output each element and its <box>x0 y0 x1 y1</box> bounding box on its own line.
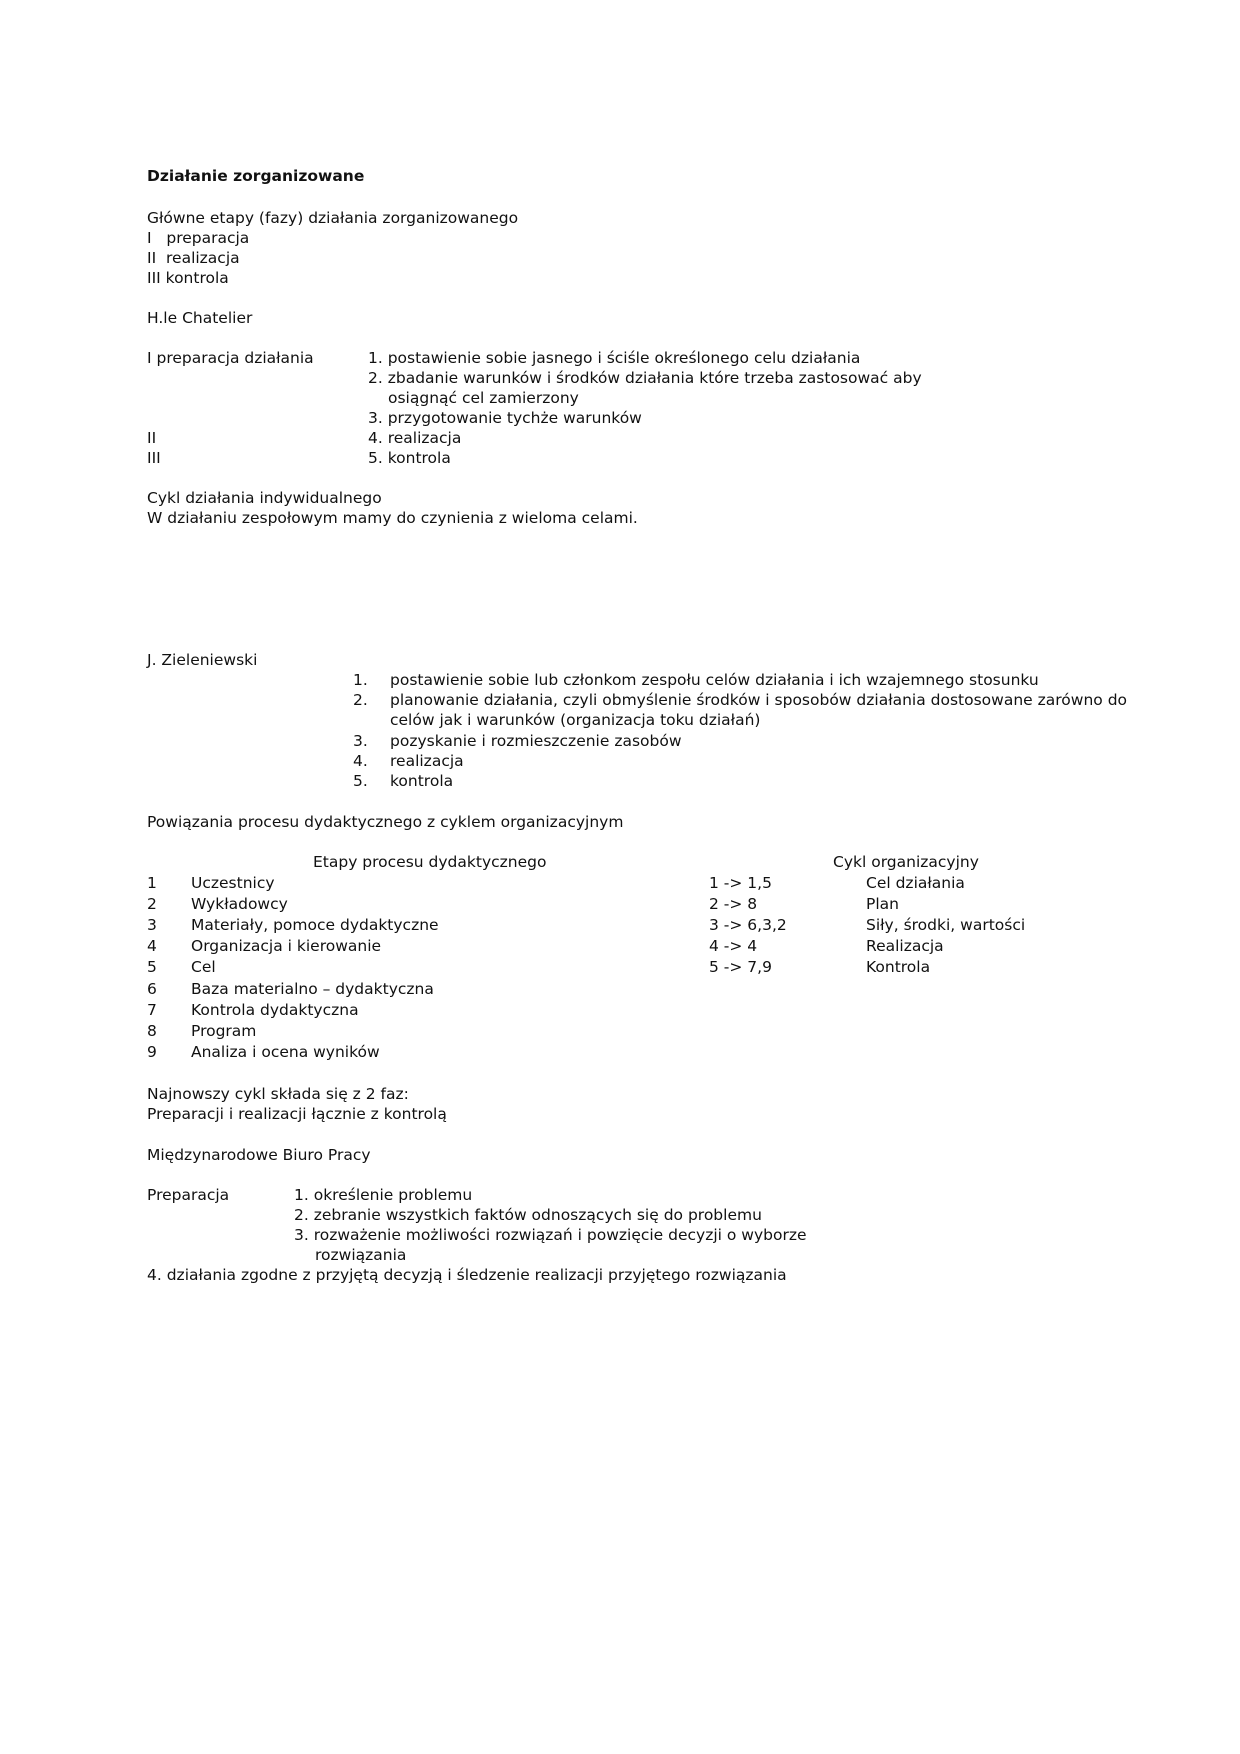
chatelier-item: 4. realizacja <box>368 429 462 447</box>
stage-num: 4 <box>147 937 157 955</box>
mapping: 1 -> 1,5 <box>709 874 772 892</box>
zieleniewski-item: pozyskanie i rozmieszczenie zasobów <box>390 732 682 750</box>
zieleniewski-item: planowanie działania, czyli obmyślenie środków i sposobów działania dostosowane zarówno do <box>390 691 1128 709</box>
stage-num: 1 <box>147 874 157 892</box>
mapping: 2 -> 8 <box>709 895 758 913</box>
stage-name: Analiza i ocena wyników <box>191 1043 380 1061</box>
zieleniewski-num: 5. <box>353 772 368 790</box>
phase-item: I preparacja <box>147 229 250 247</box>
newest-line: Najnowszy cykl składa się z 2 faz: <box>147 1085 409 1103</box>
ilo-item: rozwiązania <box>315 1246 407 1264</box>
chatelier-item: 5. kontrola <box>368 449 451 467</box>
zieleniewski-num: 4. <box>353 752 368 770</box>
ilo-author: Międzynarodowe Biuro Pracy <box>147 1146 371 1164</box>
stage-num: 9 <box>147 1043 157 1061</box>
stage-name: Organizacja i kierowanie <box>191 937 382 955</box>
cycle-item: Plan <box>866 895 899 913</box>
cycle-item: Kontrola <box>866 958 931 976</box>
zieleniewski-item: celów jak i warunków (organizacja toku działań) <box>390 711 761 729</box>
stage-name: Kontrola dydaktyczna <box>191 1001 359 1019</box>
chatelier-author: H.le Chatelier <box>147 309 253 327</box>
stage-name: Baza materialno – dydaktyczna <box>191 980 434 998</box>
individual-line: Cykl działania indywidualnego <box>147 489 382 507</box>
chatelier-item: osiągnąć cel zamierzony <box>388 389 579 407</box>
stage-num: 6 <box>147 980 157 998</box>
stage-name: Materiały, pomoce dydaktyczne <box>191 916 439 934</box>
ilo-label: Preparacja <box>147 1186 230 1204</box>
stage-num: 3 <box>147 916 157 934</box>
cycle-item: Realizacja <box>866 937 944 955</box>
chatelier-label-prep: I preparacja działania <box>147 349 314 367</box>
stages-header: Etapy procesu dydaktycznego <box>313 853 547 871</box>
stage-num: 7 <box>147 1001 157 1019</box>
stage-num: 2 <box>147 895 157 913</box>
phase-item: III kontrola <box>147 269 229 287</box>
cycle-header: Cykl organizacyjny <box>833 853 979 871</box>
phase-item: II realizacja <box>147 249 240 267</box>
phases-heading: Główne etapy (fazy) działania zorganizowanego <box>147 209 519 227</box>
chatelier-label-iii: III <box>147 449 161 467</box>
zieleniewski-author: J. Zieleniewski <box>147 651 258 669</box>
cycle-item: Siły, środki, wartości <box>866 916 1026 934</box>
stage-name: Uczestnicy <box>191 874 275 892</box>
zieleniewski-num: 3. <box>353 732 368 750</box>
zieleniewski-num: 2. <box>353 691 368 709</box>
zieleniewski-num: 1. <box>353 671 368 689</box>
stage-num: 8 <box>147 1022 157 1040</box>
ilo-item: 2. zebranie wszystkich faktów odnoszących się do problemu <box>294 1206 762 1224</box>
page-title: Działanie zorganizowane <box>147 167 365 185</box>
stage-name: Cel <box>191 958 216 976</box>
mapping: 5 -> 7,9 <box>709 958 772 976</box>
stage-name: Program <box>191 1022 257 1040</box>
chatelier-item: 1. postawienie sobie jasnego i ściśle określonego celu działania <box>368 349 861 367</box>
mapping: 3 -> 6,3,2 <box>709 916 787 934</box>
zieleniewski-item: realizacja <box>390 752 464 770</box>
mapping: 4 -> 4 <box>709 937 758 955</box>
zieleniewski-item: postawienie sobie lub członkom zespołu celów działania i ich wzajemnego stosunku <box>390 671 1039 689</box>
ilo-item: 1. określenie problemu <box>294 1186 473 1204</box>
zieleniewski-item: kontrola <box>390 772 454 790</box>
cycle-item: Cel działania <box>866 874 965 892</box>
ilo-item: 3. rozważenie możliwości rozwiązań i powzięcie decyzji o wyborze <box>294 1226 807 1244</box>
stage-name: Wykładowcy <box>191 895 288 913</box>
chatelier-label-ii: II <box>147 429 157 447</box>
individual-line: W działaniu zespołowym mamy do czynienia z wieloma celami. <box>147 509 638 527</box>
chatelier-item: 3. przygotowanie tychże warunków <box>368 409 642 427</box>
newest-line: Preparacji i realizacji łącznie z kontrolą <box>147 1105 447 1123</box>
ilo-last: 4. działania zgodne z przyjętą decyzją i śledzenie realizacji przyjętego rozwiązania <box>147 1266 787 1284</box>
stage-num: 5 <box>147 958 157 976</box>
relations-heading: Powiązania procesu dydaktycznego z cyklem organizacyjnym <box>147 813 624 831</box>
chatelier-item: 2. zbadanie warunków i środków działania które trzeba zastosować aby <box>368 369 922 387</box>
